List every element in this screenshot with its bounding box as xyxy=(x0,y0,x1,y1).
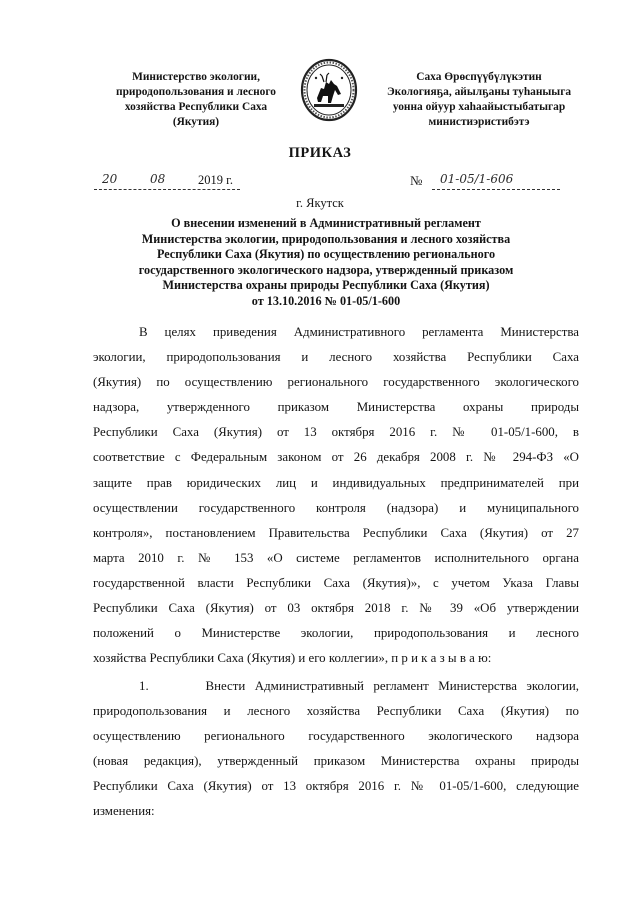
text-line: осуществлении государственного контроля (надзора) и муниципального xyxy=(93,500,579,515)
text-line: Республики Саха (Якутия) от 13 октября 2016 г. № 01-05/1-600, следующие xyxy=(93,779,579,794)
text-line: хозяйства Республики Саха (Якутия) и его коллегии», п р и к а з ы в а ю: xyxy=(93,651,492,666)
ministry-name-line: уонна ойуур хаһаайыстыбатыгар xyxy=(392,101,566,113)
order-number xyxy=(410,172,560,192)
subject-line: Министерства экологии, природопользования и лесного хозяйства xyxy=(141,231,511,246)
text-line: (новая редакция), утвержденный приказом Министерства охраны природы xyxy=(93,754,579,769)
subject-line: государственного экологического надзора, утвержденный приказом xyxy=(138,262,514,277)
date-year: 2019 г. xyxy=(198,173,233,187)
order-subject xyxy=(100,216,552,310)
text-line: положений о Министерстве экологии, природопользования и лесного xyxy=(93,626,579,641)
number-sign: № xyxy=(410,173,423,188)
text-line: экологии, природопользования и лесного хозяйства Республики Саха xyxy=(93,350,579,365)
text-line: природопользования и лесного хозяйства Республики Саха (Якутия) по xyxy=(93,704,579,719)
subject-line: Министерства охраны природы Республики Саха (Якутия) xyxy=(162,278,490,293)
text-line: В целях приведения Административного регламента Министерства xyxy=(139,325,579,339)
ministry-name-line: Экологияҕа, айылҕаны туһаныыга xyxy=(386,86,572,98)
ministry-name-line: природопользования и лесного xyxy=(116,86,276,98)
text-line: соответствие с Федеральным законом от 26 декабря 2008 г. № 294-ФЗ «О xyxy=(93,450,579,465)
text-line: 1. Внести Административный регламент Министерства экологии, xyxy=(139,679,579,693)
subject-line: О внесении изменений в Административный регламент xyxy=(171,216,481,230)
ministry-name-line: Министерство экологии, xyxy=(132,71,260,83)
number-underline xyxy=(432,189,560,190)
sakha-coat-of-arms-icon xyxy=(300,58,358,122)
city: г. Якутск xyxy=(296,196,344,210)
date-underline xyxy=(94,189,240,190)
text-line: Республики Саха (Якутия) от 13 октября 2016 г. № 01-05/1-600, в xyxy=(93,425,579,440)
date-day: 20 xyxy=(102,172,118,186)
ministry-name-line: (Якутия) xyxy=(172,116,220,128)
ministry-name-yakut xyxy=(374,70,584,130)
text-line: защите прав юридических лиц и индивидуальных предпринимателей при xyxy=(93,475,579,490)
text-line: осуществлению регионального государственного экологического надзора xyxy=(93,729,579,744)
preamble-paragraph xyxy=(93,320,579,671)
item-1-paragraph xyxy=(93,674,579,825)
document-title: ПРИКАЗ xyxy=(288,145,352,161)
text-line: контроля», постановлением Правительства Республики Саха (Якутия) от 27 xyxy=(93,525,579,540)
text-line: изменения: xyxy=(93,804,155,819)
ministry-name-russian xyxy=(106,70,286,130)
date-month: 08 xyxy=(150,172,166,186)
ministry-name-line: хозяйства Республики Саха xyxy=(124,101,268,113)
subject-line: от 13.10.2016 № 01-05/1-600 xyxy=(251,293,401,308)
text-line: марта 2010 г. № 153 «О системе регламентов исполнительного органа xyxy=(93,550,579,565)
text-line: государственной власти Республики Саха (Якутия)», с учетом Указа Главы xyxy=(93,575,579,590)
text-line: надзора, утвержденного приказом Министерства охраны природы xyxy=(93,400,579,415)
subject-line: Республики Саха (Якутия) по осуществлению регионального xyxy=(156,247,496,262)
text-line: (Якутия) по осуществлению регионального государственного экологического xyxy=(93,375,579,390)
ministry-name-line: Саха Өрөспүүбүлүкэтин xyxy=(416,71,542,83)
text-line: Республики Саха (Якутия) от 03 октября 2018 г. № 39 «Об утверждении xyxy=(93,601,579,616)
ministry-name-line: министиэристибэтэ xyxy=(428,116,530,128)
number-value: 01-05/1-606 xyxy=(440,172,514,186)
order-date xyxy=(80,172,240,192)
